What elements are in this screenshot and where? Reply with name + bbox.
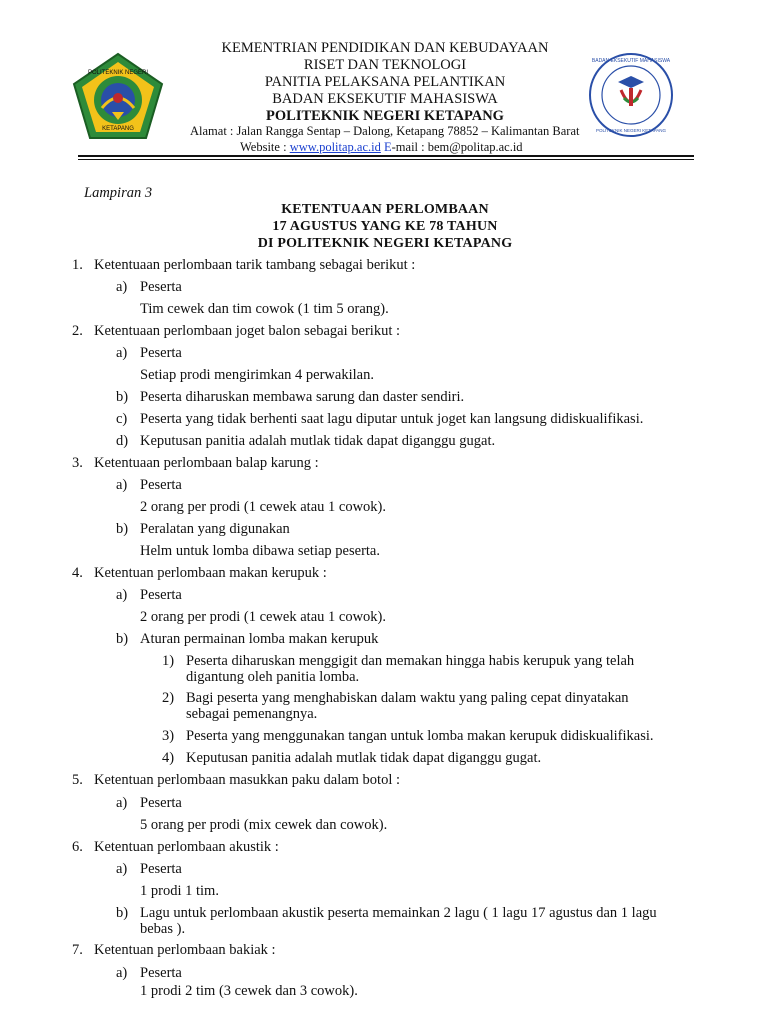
rule-text: Bagi peserta yang menghabiskan dalam waktu yang paling cepat dinyatakan [186,690,629,706]
right-logo-ring-text: BADAN EKSEKUTIF MAHASISWA [591,58,671,64]
rule-text: Peserta diharuskan menggigit dan memakan hingga habis kerupuk yang telah [186,653,635,669]
item-text: Peserta [140,965,182,981]
website-label: Website : [240,140,290,154]
item-text: Lagu untuk perlombaan akustik peserta memainkan 2 lagu ( 1 lagu 17 agustus dan 1 lagu [140,905,657,921]
website-link[interactable]: www.politap.ac.id [289,140,381,154]
item-detail: Tim cewek dan tim cowok (1 tim 5 orang). [140,301,389,317]
letterhead-ministry: KEMENTRIAN PENDIDIKAN DAN KEBUDAYAAN [221,40,549,56]
letterhead-research: RISET DAN TEKNOLOGI [303,57,467,73]
section-heading: Ketentuan perlombaan bakiak : [94,942,276,958]
item-detail: 1 prodi 2 tim (3 cewek dan 3 cowok). [140,983,358,999]
doc-title-2: 17 AGUSTUS YANG KE 78 TAHUN [272,219,498,234]
section-number: 3. [72,455,83,471]
letterhead-rule-thick [78,155,694,157]
rule-label: 2) [162,690,175,706]
email-text: -mail : bem@politap.ac.id [391,140,523,154]
item-label: c) [116,411,128,427]
item-label: a) [116,477,128,493]
section-heading: Ketentuaan perlombaan balap karung : [94,455,319,471]
attachment-label: Lampiran 3 [84,185,153,201]
section-heading: Ketentuan perlombaan masukkan paku dalam botol : [94,772,401,788]
item-text: Peserta [140,345,182,361]
item-text: Aturan permainan lomba makan kerupuk [140,631,379,647]
item-label: a) [116,795,128,811]
item-detail: 5 orang per prodi (mix cewek dan cowok). [140,817,388,833]
item-label: b) [116,521,129,537]
item-label: d) [116,433,129,449]
item-detail: 2 orang per prodi (1 cewek atau 1 cowok). [140,499,387,515]
letterhead-institution: POLITEKNIK NEGERI KETAPANG [266,108,504,124]
letterhead-bem: BADAN EKSEKUTIF MAHASISWA [272,91,498,107]
rule-label: 1) [162,653,175,669]
rule-text: Keputusan panitia adalah mutlak tidak dapat diganggu gugat. [186,750,542,766]
item-detail: Helm untuk lomba dibawa setiap peserta. [140,543,380,559]
email-e: E [380,140,392,154]
letterhead-address: Alamat : Jalan Rangga Sentap – Dalong, Ketapang 78852 – Kalimantan Barat [190,124,580,138]
item-detail: Setiap prodi mengirimkan 4 perwakilan. [140,367,374,383]
item-text: Peserta [140,795,182,811]
item-detail: 1 prodi 1 tim. [140,883,219,899]
item-text: Peralatan yang digunakan [140,521,290,537]
item-text: Peserta [140,587,182,603]
item-text: Peserta [140,477,182,493]
section-number: 4. [72,565,83,581]
item-text: Keputusan panitia adalah mutlak tidak dapat diganggu gugat. [140,433,496,449]
left-logo-top-text: POLITEKNIK NEGERI [87,70,149,76]
section-heading: Ketentuan perlombaan makan kerupuk : [94,565,327,581]
item-label: a) [116,279,128,295]
item-text-cont: bebas ). [140,921,186,937]
section-heading: Ketentuaan perlombaan tarik tambang sebagai berikut : [94,257,416,273]
section-number: 2. [72,323,83,339]
section-number: 5. [72,772,83,788]
rule-text-cont: digantung oleh panitia lomba. [186,669,360,685]
doc-title-3: DI POLITEKNIK NEGERI KETAPANG [257,236,513,251]
rule-label: 4) [162,750,175,766]
item-label: a) [116,861,128,877]
rule-label: 3) [162,728,175,744]
rule-text: Peserta yang menggunakan tangan untuk lomba makan kerupuk didiskualifikasi. [186,728,654,744]
letterhead-contact [240,140,523,155]
item-text: Peserta [140,279,182,295]
item-label: a) [116,965,128,981]
item-detail: 2 orang per prodi (1 cewek atau 1 cowok). [140,609,387,625]
item-label: b) [116,905,129,921]
item-label: a) [116,345,128,361]
item-text: Peserta yang tidak berhenti saat lagu diputar untuk joget kan langsung didiskualifikasi. [140,411,644,427]
right-logo-bottom-text: POLITEKNIK NEGERI KETAPANG [595,128,667,133]
item-label: b) [116,389,129,405]
left-logo-bottom-text: KETAPANG [102,126,134,132]
section-heading: Ketentuan perlombaan akustik : [94,839,279,855]
letterhead-committee: PANITIA PELAKSANA PELANTIKAN [264,74,506,90]
item-text: Peserta [140,861,182,877]
doc-title-1: KETENTUAAN PERLOMBAAN [281,202,489,217]
section-heading: Ketentuaan perlombaan joget balon sebagai berikut : [94,323,401,339]
section-number: 6. [72,839,83,855]
letterhead-rule-thin [78,159,694,160]
item-label: a) [116,587,128,603]
item-label: b) [116,631,129,647]
section-number: 1. [72,257,83,273]
item-text: Peserta diharuskan membawa sarung dan daster sendiri. [140,389,465,405]
section-number: 7. [72,942,83,958]
rule-text-cont: sebagai pemenangnya. [186,706,318,722]
